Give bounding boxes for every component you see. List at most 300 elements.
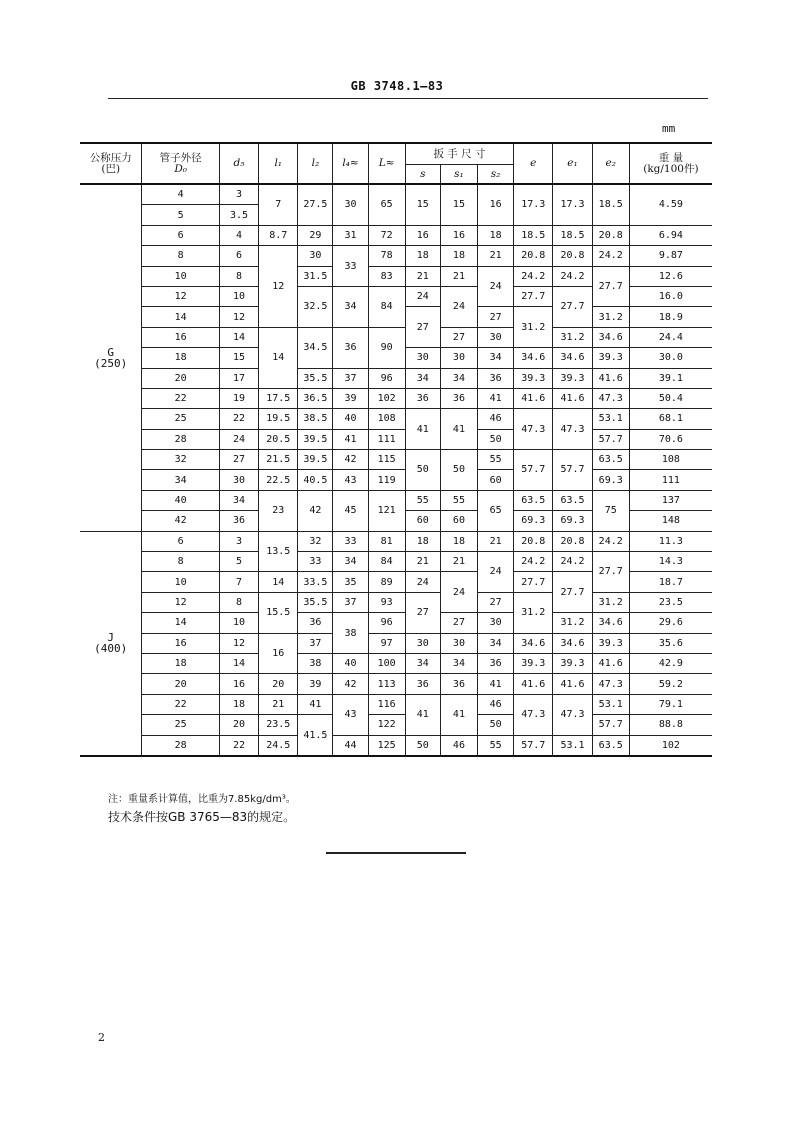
table-cell: 36 xyxy=(478,653,514,673)
table-cell: 23 xyxy=(259,490,298,531)
table-cell: 31.2 xyxy=(592,592,629,612)
table-cell: 36 xyxy=(440,674,477,694)
table-cell: 60 xyxy=(405,511,440,531)
header-e1: e₁ xyxy=(553,143,592,184)
table-cell: 41 xyxy=(405,409,440,450)
document-header: GB 3748.1—83 xyxy=(350,79,444,93)
table-cell: 8 xyxy=(219,266,258,286)
table-cell: 34 xyxy=(333,286,368,327)
table-cell: 111 xyxy=(629,470,712,490)
table-row xyxy=(80,490,712,510)
table-row xyxy=(80,409,712,429)
table-cell: 14.3 xyxy=(629,552,712,572)
header-weight: 重 量 (kg/100件) xyxy=(629,143,712,184)
table-cell: 14 xyxy=(142,613,219,633)
table-cell: 34 xyxy=(405,653,440,673)
table-cell: 36 xyxy=(440,388,477,408)
table-row xyxy=(80,694,712,714)
table-cell: 75 xyxy=(592,490,629,531)
end-rule xyxy=(326,852,466,854)
table-cell: 38 xyxy=(298,653,333,673)
table-cell: 70.6 xyxy=(629,429,712,449)
table-cell: 39 xyxy=(298,674,333,694)
table-cell: 22 xyxy=(219,735,258,756)
table-cell: 30.0 xyxy=(629,348,712,368)
table-cell: 30 xyxy=(333,184,368,225)
header-nominal-pressure: 公称压力 (巴) xyxy=(80,143,142,184)
table-cell: 34 xyxy=(478,633,514,653)
table-cell: 8.7 xyxy=(259,225,298,245)
table-cell: 41 xyxy=(333,429,368,449)
table-cell: 43 xyxy=(333,470,368,490)
table-cell: 53.1 xyxy=(592,694,629,714)
table-cell: 21.5 xyxy=(259,450,298,470)
table-cell: 29 xyxy=(298,225,333,245)
table-cell: 33 xyxy=(333,531,368,551)
table-cell: 148 xyxy=(629,511,712,531)
table-cell: 96 xyxy=(368,613,405,633)
table-cell: 34 xyxy=(478,348,514,368)
table-cell: 46 xyxy=(478,694,514,714)
table-cell: 41 xyxy=(440,409,477,450)
table-cell: 34.6 xyxy=(592,327,629,347)
table-cell: 17 xyxy=(219,368,258,388)
table-cell: 15.5 xyxy=(259,592,298,633)
table-cell: 60 xyxy=(478,470,514,490)
table-cell: 69.3 xyxy=(514,511,553,531)
table-cell: 50 xyxy=(440,450,477,491)
table-cell: 19.5 xyxy=(259,409,298,429)
table-row xyxy=(80,592,712,612)
table-cell: 27 xyxy=(478,307,514,327)
table-cell: 41 xyxy=(478,674,514,694)
table-cell: 24 xyxy=(405,286,440,306)
table-cell: 28 xyxy=(142,735,219,756)
table-cell: 50.4 xyxy=(629,388,712,408)
table-cell: 21 xyxy=(478,246,514,266)
table-cell: 63.5 xyxy=(592,450,629,470)
table-cell: 57.7 xyxy=(553,450,592,491)
table-cell: 31.2 xyxy=(592,307,629,327)
table-cell: 24 xyxy=(478,266,514,307)
table-cell: 84 xyxy=(368,286,405,327)
table-cell: 27 xyxy=(219,450,258,470)
table-cell: 122 xyxy=(368,715,405,735)
table-cell: 30 xyxy=(405,633,440,653)
table-cell: 35.6 xyxy=(629,633,712,653)
table-cell: 17.5 xyxy=(259,388,298,408)
table-cell: 65 xyxy=(368,184,405,225)
table-row xyxy=(80,715,712,735)
table-cell: 47.3 xyxy=(553,409,592,450)
table-cell: 4 xyxy=(219,225,258,245)
table-cell: 10 xyxy=(219,613,258,633)
table-cell: 10 xyxy=(219,286,258,306)
header-l4: l₄≈ xyxy=(333,143,368,184)
table-cell: 16 xyxy=(405,225,440,245)
table-cell: 20.8 xyxy=(553,246,592,266)
table-cell: 42 xyxy=(333,674,368,694)
table-cell: 18 xyxy=(405,531,440,551)
table-cell: 18 xyxy=(440,246,477,266)
table-cell: 12 xyxy=(142,592,219,612)
table-cell: 12 xyxy=(142,286,219,306)
table-cell: 53.1 xyxy=(592,409,629,429)
table-cell: 50 xyxy=(478,429,514,449)
table-cell: 37 xyxy=(333,592,368,612)
table-row xyxy=(80,674,712,694)
table-cell: 32 xyxy=(142,450,219,470)
table-cell: 17.3 xyxy=(553,184,592,225)
table-cell: 57.7 xyxy=(514,735,553,756)
table-cell: 50 xyxy=(405,450,440,491)
table-cell: 39.3 xyxy=(592,348,629,368)
table-cell: 27.7 xyxy=(553,572,592,613)
table-cell: 53.1 xyxy=(553,735,592,756)
table-cell: 27.7 xyxy=(514,572,553,592)
table-cell: 17.3 xyxy=(514,184,553,225)
table-cell: 100 xyxy=(368,653,405,673)
table-cell: 45 xyxy=(333,490,368,531)
table-cell: 89 xyxy=(368,572,405,592)
table-cell: 34 xyxy=(440,653,477,673)
table-cell: 36 xyxy=(333,327,368,368)
table-cell: 39 xyxy=(333,388,368,408)
table-cell: 13.5 xyxy=(259,531,298,572)
table-cell: 90 xyxy=(368,327,405,368)
table-cell: 84 xyxy=(368,552,405,572)
table-cell: 24.2 xyxy=(592,246,629,266)
table-cell: 40 xyxy=(142,490,219,510)
table-cell: 34.6 xyxy=(592,613,629,633)
table-cell: 5 xyxy=(219,552,258,572)
table-cell: 69.3 xyxy=(553,511,592,531)
table-cell: 18 xyxy=(142,653,219,673)
header-s: s xyxy=(405,165,440,185)
table-cell: 121 xyxy=(368,490,405,531)
table-cell: 20 xyxy=(142,368,219,388)
table-cell: 18 xyxy=(219,694,258,714)
table-cell: 23.5 xyxy=(629,592,712,612)
table-cell: 113 xyxy=(368,674,405,694)
table-cell: 14 xyxy=(259,572,298,592)
table-cell: 57.7 xyxy=(592,429,629,449)
table-row xyxy=(80,327,712,347)
pressure-class-j: J (400) xyxy=(80,531,142,756)
table-cell: 39.3 xyxy=(514,653,553,673)
table-cell: 5 xyxy=(142,205,219,225)
table-cell: 33 xyxy=(298,552,333,572)
table-cell: 102 xyxy=(629,735,712,756)
table-cell: 31.2 xyxy=(514,592,553,633)
table-cell: 25 xyxy=(142,409,219,429)
table-cell: 34.6 xyxy=(514,633,553,653)
table-cell: 30 xyxy=(440,348,477,368)
table-row xyxy=(80,429,712,449)
table-cell: 37 xyxy=(333,368,368,388)
header-s2: s₂ xyxy=(478,165,514,185)
table-cell: 21 xyxy=(440,266,477,286)
table-cell: 16 xyxy=(219,674,258,694)
table-cell: 20.8 xyxy=(592,225,629,245)
table-cell: 36 xyxy=(478,368,514,388)
table-cell: 24.5 xyxy=(259,735,298,756)
table-cell: 35.5 xyxy=(298,368,333,388)
table-cell: 34 xyxy=(219,490,258,510)
table-cell: 21 xyxy=(440,552,477,572)
table-cell: 22 xyxy=(142,694,219,714)
table-cell: 115 xyxy=(368,450,405,470)
table-cell: 108 xyxy=(629,450,712,470)
table-cell: 3 xyxy=(219,184,258,205)
table-cell: 30 xyxy=(219,470,258,490)
header-e: e xyxy=(514,143,553,184)
table-cell: 42 xyxy=(142,511,219,531)
table-cell: 20.5 xyxy=(259,429,298,449)
table-row xyxy=(80,184,712,205)
table-cell: 27 xyxy=(478,592,514,612)
table-cell: 47.3 xyxy=(514,694,553,735)
table-cell: 38.5 xyxy=(298,409,333,429)
table-cell: 36 xyxy=(219,511,258,531)
table-cell: 125 xyxy=(368,735,405,756)
table-cell: 40 xyxy=(333,409,368,429)
table-cell: 11.3 xyxy=(629,531,712,551)
table-cell: 27.7 xyxy=(553,286,592,327)
table-cell: 35 xyxy=(333,572,368,592)
table-cell: 41.6 xyxy=(592,368,629,388)
table-cell: 12 xyxy=(259,246,298,328)
table-cell: 12 xyxy=(219,307,258,327)
table-cell: 16.0 xyxy=(629,286,712,306)
table-row xyxy=(80,225,712,245)
table-cell: 38 xyxy=(333,613,368,654)
table-cell: 68.1 xyxy=(629,409,712,429)
table-cell: 42.9 xyxy=(629,653,712,673)
header-wrench-size: 扳 手 尺 寸 xyxy=(405,143,513,165)
table-cell: 27 xyxy=(405,307,440,348)
table-cell: 39.5 xyxy=(298,450,333,470)
table-cell: 18 xyxy=(440,531,477,551)
header-e2: e₂ xyxy=(592,143,629,184)
table-cell: 18.5 xyxy=(514,225,553,245)
table-cell: 39.3 xyxy=(553,653,592,673)
table-cell: 78 xyxy=(368,246,405,266)
table-cell: 36.5 xyxy=(298,388,333,408)
table-row xyxy=(80,470,712,490)
table-cell: 24 xyxy=(478,552,514,593)
table-cell: 24 xyxy=(405,572,440,592)
table-cell: 33.5 xyxy=(298,572,333,592)
table-cell: 39.1 xyxy=(629,368,712,388)
table-cell: 63.5 xyxy=(553,490,592,510)
table-row xyxy=(80,552,712,572)
table-cell: 31.2 xyxy=(553,613,592,633)
table-cell: 3 xyxy=(219,531,258,551)
table-cell: 18.5 xyxy=(592,184,629,225)
table-cell: 16 xyxy=(142,327,219,347)
table-cell: 16 xyxy=(478,184,514,225)
table-cell: 24.2 xyxy=(553,552,592,572)
table-cell: 41.5 xyxy=(298,715,333,756)
header-L: L≈ xyxy=(368,143,405,184)
table-cell: 55 xyxy=(440,490,477,510)
table-cell: 19 xyxy=(219,388,258,408)
table-cell: 55 xyxy=(478,735,514,756)
table-cell: 9.87 xyxy=(629,246,712,266)
table-cell: 30 xyxy=(405,348,440,368)
table-cell: 41.6 xyxy=(514,674,553,694)
table-cell: 36 xyxy=(298,613,333,633)
table-cell: 24 xyxy=(219,429,258,449)
table-cell: 41 xyxy=(478,388,514,408)
table-cell: 15 xyxy=(219,348,258,368)
table-cell: 27.5 xyxy=(298,184,333,225)
table-cell: 31 xyxy=(333,225,368,245)
header-l1: l₁ xyxy=(259,143,298,184)
table-cell: 42 xyxy=(298,490,333,531)
table-cell: 6 xyxy=(142,531,219,551)
table-cell: 35.5 xyxy=(298,592,333,612)
table-cell: 24.2 xyxy=(553,266,592,286)
table-cell: 97 xyxy=(368,633,405,653)
pressure-class-g: G (250) xyxy=(80,184,142,531)
table-cell: 37 xyxy=(298,633,333,653)
table-cell: 14 xyxy=(259,327,298,388)
table-cell: 24 xyxy=(440,286,477,327)
table-row xyxy=(80,531,712,551)
table-cell: 8 xyxy=(142,552,219,572)
table-cell: 6 xyxy=(142,225,219,245)
fitting-dimension-table xyxy=(80,142,712,757)
table-cell: 41 xyxy=(405,694,440,735)
table-cell: 27 xyxy=(440,613,477,633)
table-cell: 27.7 xyxy=(592,552,629,593)
table-cell: 18 xyxy=(478,225,514,245)
table-cell: 27 xyxy=(405,592,440,633)
table-cell: 39.3 xyxy=(592,633,629,653)
table-cell: 3.5 xyxy=(219,205,258,225)
table-row xyxy=(80,735,712,756)
table-cell: 41 xyxy=(440,694,477,735)
table-cell: 102 xyxy=(368,388,405,408)
table-cell: 30 xyxy=(478,613,514,633)
table-cell: 24 xyxy=(440,572,477,613)
table-cell: 4.59 xyxy=(629,184,712,225)
table-cell: 27 xyxy=(440,327,477,347)
table-cell: 28 xyxy=(142,429,219,449)
table-cell: 16 xyxy=(440,225,477,245)
table-cell: 30 xyxy=(298,246,333,266)
table-cell: 43 xyxy=(333,694,368,735)
table-cell: 32 xyxy=(298,531,333,551)
table-cell: 44 xyxy=(333,735,368,756)
table-cell: 72 xyxy=(368,225,405,245)
table-cell: 40.5 xyxy=(298,470,333,490)
table-cell: 41.6 xyxy=(592,653,629,673)
table-cell: 34.6 xyxy=(514,348,553,368)
table-cell: 20.8 xyxy=(553,531,592,551)
technical-conditions-note: 技术条件按GB 3765—83的规定。 xyxy=(108,810,296,824)
table-cell: 24.2 xyxy=(514,552,553,572)
table-cell: 108 xyxy=(368,409,405,429)
table-cell: 36 xyxy=(405,388,440,408)
table-cell: 57.7 xyxy=(514,450,553,491)
table-cell: 7 xyxy=(259,184,298,225)
table-cell: 18.5 xyxy=(553,225,592,245)
table-cell: 24.2 xyxy=(514,266,553,286)
table-cell: 60 xyxy=(440,511,477,531)
table-cell: 20 xyxy=(142,674,219,694)
unit-label: mm xyxy=(662,122,676,135)
table-cell: 10 xyxy=(142,266,219,286)
table-cell: 88.8 xyxy=(629,715,712,735)
table-cell: 79.1 xyxy=(629,694,712,714)
table-cell: 21 xyxy=(405,266,440,286)
table-cell: 20 xyxy=(259,674,298,694)
table-cell: 24.4 xyxy=(629,327,712,347)
table-cell: 39.3 xyxy=(514,368,553,388)
table-cell: 14 xyxy=(219,327,258,347)
table-cell: 18 xyxy=(142,348,219,368)
table-cell: 16 xyxy=(142,633,219,653)
table-cell: 55 xyxy=(405,490,440,510)
table-cell: 47.3 xyxy=(592,388,629,408)
table-cell: 41.6 xyxy=(514,388,553,408)
table-cell: 14 xyxy=(219,653,258,673)
table-cell: 27.7 xyxy=(592,266,629,307)
table-row xyxy=(80,613,712,633)
table-cell: 119 xyxy=(368,470,405,490)
header-l2: l₂ xyxy=(298,143,333,184)
table-cell: 47.3 xyxy=(592,674,629,694)
header-rule xyxy=(108,98,708,99)
table-cell: 20.8 xyxy=(514,531,553,551)
table-row xyxy=(80,368,712,388)
table-cell: 21 xyxy=(259,694,298,714)
table-cell: 14 xyxy=(142,307,219,327)
table-cell: 34.6 xyxy=(553,348,592,368)
table-cell: 40 xyxy=(333,653,368,673)
table-cell: 23.5 xyxy=(259,715,298,735)
table-cell: 34.6 xyxy=(553,633,592,653)
table-cell: 12.6 xyxy=(629,266,712,286)
table-cell: 41.6 xyxy=(553,388,592,408)
table-cell: 116 xyxy=(368,694,405,714)
table-cell: 34.5 xyxy=(298,327,333,368)
table-cell: 22 xyxy=(219,409,258,429)
header-pipe-od: 管子外径 D₀ xyxy=(142,143,219,184)
table-cell: 21 xyxy=(478,531,514,551)
table-cell: 30 xyxy=(478,327,514,347)
table-cell: 59.2 xyxy=(629,674,712,694)
table-cell: 31.2 xyxy=(553,327,592,347)
table-cell: 20.8 xyxy=(514,246,553,266)
table-cell: 34 xyxy=(142,470,219,490)
table-cell: 34 xyxy=(405,368,440,388)
table-row xyxy=(80,388,712,408)
table-cell: 6.94 xyxy=(629,225,712,245)
table-cell: 15 xyxy=(405,184,440,225)
header-s1: s₁ xyxy=(440,165,477,185)
table-cell: 111 xyxy=(368,429,405,449)
table-cell: 93 xyxy=(368,592,405,612)
table-row xyxy=(80,266,712,286)
table-cell: 36 xyxy=(405,674,440,694)
table-cell: 4 xyxy=(142,184,219,205)
table-cell: 137 xyxy=(629,490,712,510)
table-cell: 25 xyxy=(142,715,219,735)
